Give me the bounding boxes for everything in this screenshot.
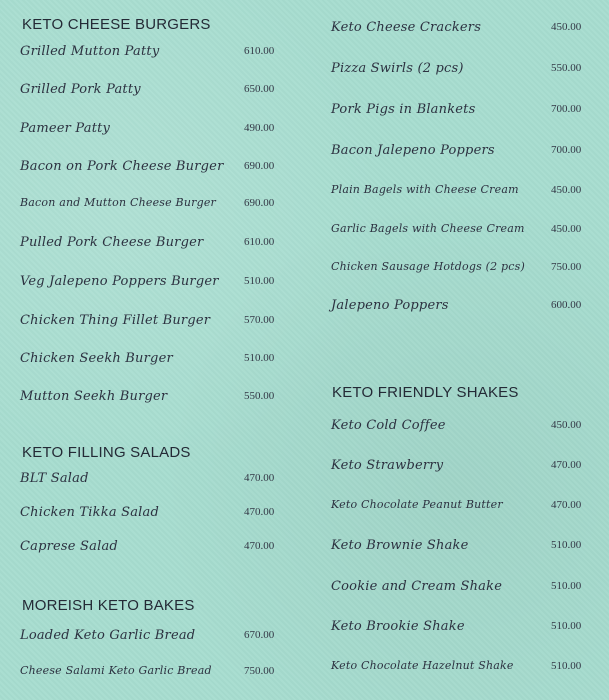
item-name: Chicken Seekh Burger [20, 351, 173, 366]
section-title-shakes: KETO FRIENDLY SHAKES [332, 384, 519, 401]
item-name: Pork Pigs in Blankets [331, 102, 476, 117]
item-price: 570.00 [244, 314, 275, 326]
item-price: 750.00 [551, 261, 582, 273]
item-price: 700.00 [551, 103, 582, 115]
item-name: Keto Cold Coffee [331, 418, 446, 433]
item-price: 470.00 [244, 472, 275, 484]
item-price: 470.00 [244, 506, 275, 518]
item-name: Grilled Mutton Patty [20, 44, 160, 59]
item-price: 470.00 [244, 540, 275, 552]
item-name: Garlic Bagels with Cheese Cream [331, 222, 525, 235]
item-name: Plain Bagels with Cheese Cream [331, 183, 519, 196]
item-name: Cookie and Cream Shake [331, 579, 503, 594]
item-price: 510.00 [244, 275, 275, 287]
item-price: 470.00 [551, 459, 582, 471]
item-name: Bacon Jalepeno Poppers [331, 143, 495, 158]
item-price: 510.00 [551, 660, 582, 672]
item-price: 690.00 [244, 160, 275, 172]
section-title-burgers: KETO CHEESE BURGERS [22, 16, 211, 33]
item-name: Jalepeno Poppers [331, 298, 449, 313]
item-price: 600.00 [551, 299, 582, 311]
item-name: Chicken Tikka Salad [20, 505, 159, 520]
item-name: Keto Brownie Shake [331, 538, 469, 553]
item-name: Cheese Salami Keto Garlic Bread [20, 664, 212, 677]
item-name: Keto Cheese Crackers [331, 20, 482, 35]
item-price: 450.00 [551, 419, 582, 431]
item-name: Keto Chocolate Peanut Butter [331, 498, 503, 511]
item-price: 510.00 [551, 620, 582, 632]
item-name: Keto Strawberry [331, 458, 444, 473]
item-price: 490.00 [244, 122, 275, 134]
item-name: Veg Jalepeno Poppers Burger [20, 274, 219, 289]
item-price: 550.00 [244, 390, 275, 402]
item-name: Pizza Swirls (2 pcs) [331, 61, 464, 76]
item-price: 550.00 [551, 62, 582, 74]
item-price: 610.00 [244, 236, 275, 248]
item-price: 690.00 [244, 197, 275, 209]
item-name: Grilled Pork Patty [20, 82, 141, 97]
item-price: 700.00 [551, 144, 582, 156]
item-name: Bacon and Mutton Cheese Burger [20, 196, 216, 209]
item-price: 450.00 [551, 223, 582, 235]
item-name: Caprese Salad [20, 539, 118, 554]
item-name: Pulled Pork Cheese Burger [20, 235, 204, 250]
item-name: Chicken Thing Fillet Burger [20, 313, 211, 328]
item-price: 750.00 [244, 665, 275, 677]
item-price: 450.00 [551, 21, 582, 33]
item-price: 450.00 [551, 184, 582, 196]
item-name: Keto Chocolate Hazelnut Shake [331, 659, 514, 672]
item-name: Keto Brookie Shake [331, 619, 465, 634]
item-price: 510.00 [551, 539, 582, 551]
item-price: 650.00 [244, 83, 275, 95]
item-name: Loaded Keto Garlic Bread [20, 628, 196, 643]
section-title-bakes: MOREISH KETO BAKES [22, 597, 195, 614]
item-name: BLT Salad [20, 471, 89, 486]
item-price: 610.00 [244, 45, 275, 57]
item-name: Pameer Patty [20, 121, 111, 136]
item-name: Chicken Sausage Hotdogs (2 pcs) [331, 260, 525, 273]
item-price: 670.00 [244, 629, 275, 641]
item-name: Mutton Seekh Burger [20, 389, 168, 404]
item-price: 470.00 [551, 499, 582, 511]
item-price: 510.00 [551, 580, 582, 592]
item-price: 510.00 [244, 352, 275, 364]
item-name: Bacon on Pork Cheese Burger [20, 159, 224, 174]
section-title-salads: KETO FILLING SALADS [22, 444, 191, 461]
